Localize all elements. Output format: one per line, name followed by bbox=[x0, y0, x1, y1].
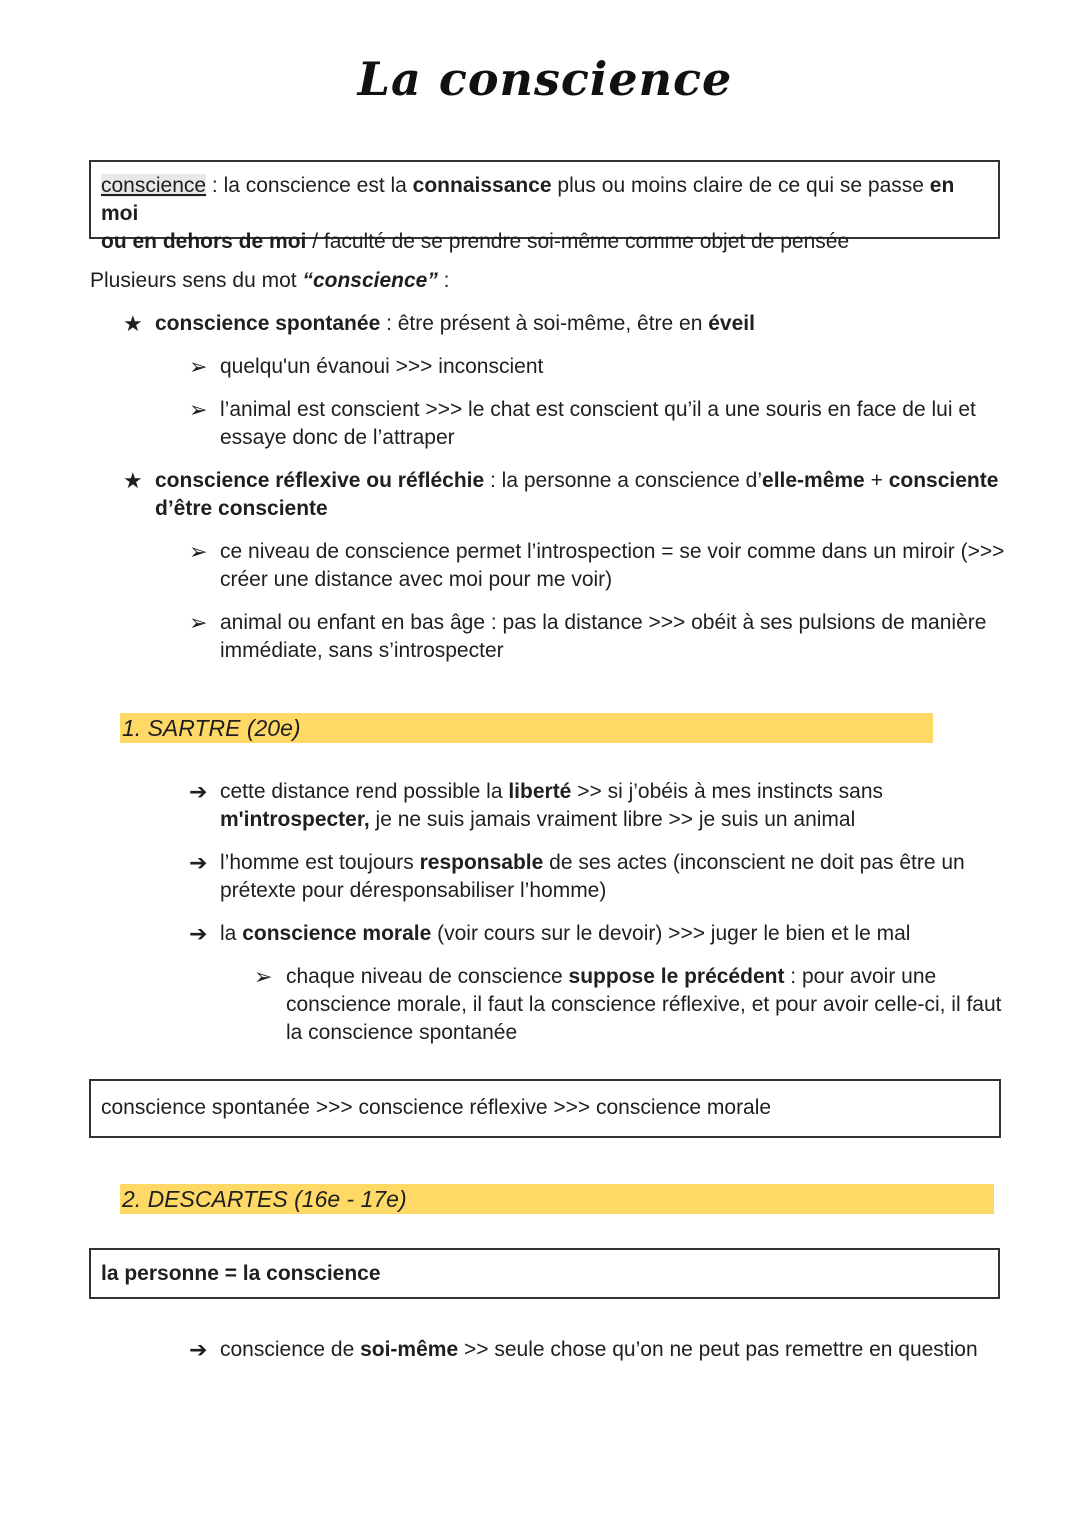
section1-heading: 1. SARTRE (20e) bbox=[120, 713, 933, 743]
sartre-subpoint-cont: conscience morale, il faut la conscience réflexive, et pour avoir celle-ci, il faut bbox=[286, 993, 1002, 1016]
list-item-cont: immédiate, sans s’introspecter bbox=[220, 639, 504, 662]
list-item-cont: essaye donc de l’attraper bbox=[220, 426, 455, 449]
page-title: La conscience bbox=[357, 52, 733, 106]
triangle-arrow-icon: ➢ bbox=[189, 397, 208, 422]
descartes-point: conscience de soi-même >> seule chose qu’on ne peut pas remettre en question bbox=[220, 1338, 978, 1361]
sense-reflexive-cont: d’être consciente bbox=[155, 497, 328, 520]
triangle-arrow-icon: ➢ bbox=[189, 354, 208, 379]
star-icon: ★ bbox=[123, 311, 143, 336]
list-item-cont: créer une distance avec moi pour me voir) bbox=[220, 568, 613, 591]
sartre-point-moral: la conscience morale (voir cours sur le devoir) >>> juger le bien et le mal bbox=[220, 922, 911, 945]
sartre-point-freedom-cont: m'introspecter, je ne suis jamais vraiment libre >> je suis un animal bbox=[220, 808, 856, 831]
right-arrow-icon: ➔ bbox=[189, 850, 208, 875]
sartre-subpoint-cont: la conscience spontanée bbox=[286, 1021, 518, 1044]
list-item: l’animal est conscient >>> le chat est conscient qu’il a une souris en face de lui et bbox=[220, 398, 976, 421]
senses-intro: Plusieurs sens du mot “conscience” : bbox=[90, 269, 450, 292]
triangle-arrow-icon: ➢ bbox=[189, 610, 208, 635]
sartre-subpoint: chaque niveau de conscience suppose le précédent : pour avoir une bbox=[286, 965, 937, 988]
descartes-box: la personne = la conscience bbox=[89, 1248, 1000, 1299]
sartre-point-responsibility: l’homme est toujours responsable de ses actes (inconscient ne doit pas être un bbox=[220, 851, 965, 874]
list-item: ce niveau de conscience permet l’introspection = se voir comme dans un miroir (>>> bbox=[220, 540, 1005, 563]
triangle-arrow-icon: ➢ bbox=[254, 964, 273, 989]
sartre-point-responsibility-cont: prétexte pour déresponsabiliser l’homme) bbox=[220, 879, 607, 902]
definition-box: conscience : la conscience est la connaissance plus ou moins claire de ce qui se passe en moi ou en dehors de moi / faculté de se prendre soi-même comme objet de pensée bbox=[89, 160, 1000, 239]
sense-reflexive: conscience réflexive ou réfléchie : la personne a conscience d’elle-même + consciente bbox=[155, 469, 999, 492]
list-item: animal ou enfant en bas âge : pas la distance >>> obéit à ses pulsions de manière bbox=[220, 611, 987, 634]
right-arrow-icon: ➔ bbox=[189, 1337, 208, 1362]
star-icon: ★ bbox=[123, 468, 143, 493]
definition-term: conscience bbox=[101, 174, 207, 197]
right-arrow-icon: ➔ bbox=[189, 921, 208, 946]
right-arrow-icon: ➔ bbox=[189, 779, 208, 804]
section2-heading: 2. DESCARTES (16e - 17e) bbox=[120, 1184, 994, 1214]
sense-spontaneous: conscience spontanée : être présent à soi-même, être en éveil bbox=[155, 312, 755, 335]
summary-box: conscience spontanée >>> conscience réflexive >>> conscience morale bbox=[89, 1079, 1001, 1138]
triangle-arrow-icon: ➢ bbox=[189, 539, 208, 564]
sartre-point-freedom: cette distance rend possible la liberté >> si j’obéis à mes instincts sans bbox=[220, 780, 884, 803]
list-item: quelqu'un évanoui >>> inconscient bbox=[220, 355, 544, 378]
